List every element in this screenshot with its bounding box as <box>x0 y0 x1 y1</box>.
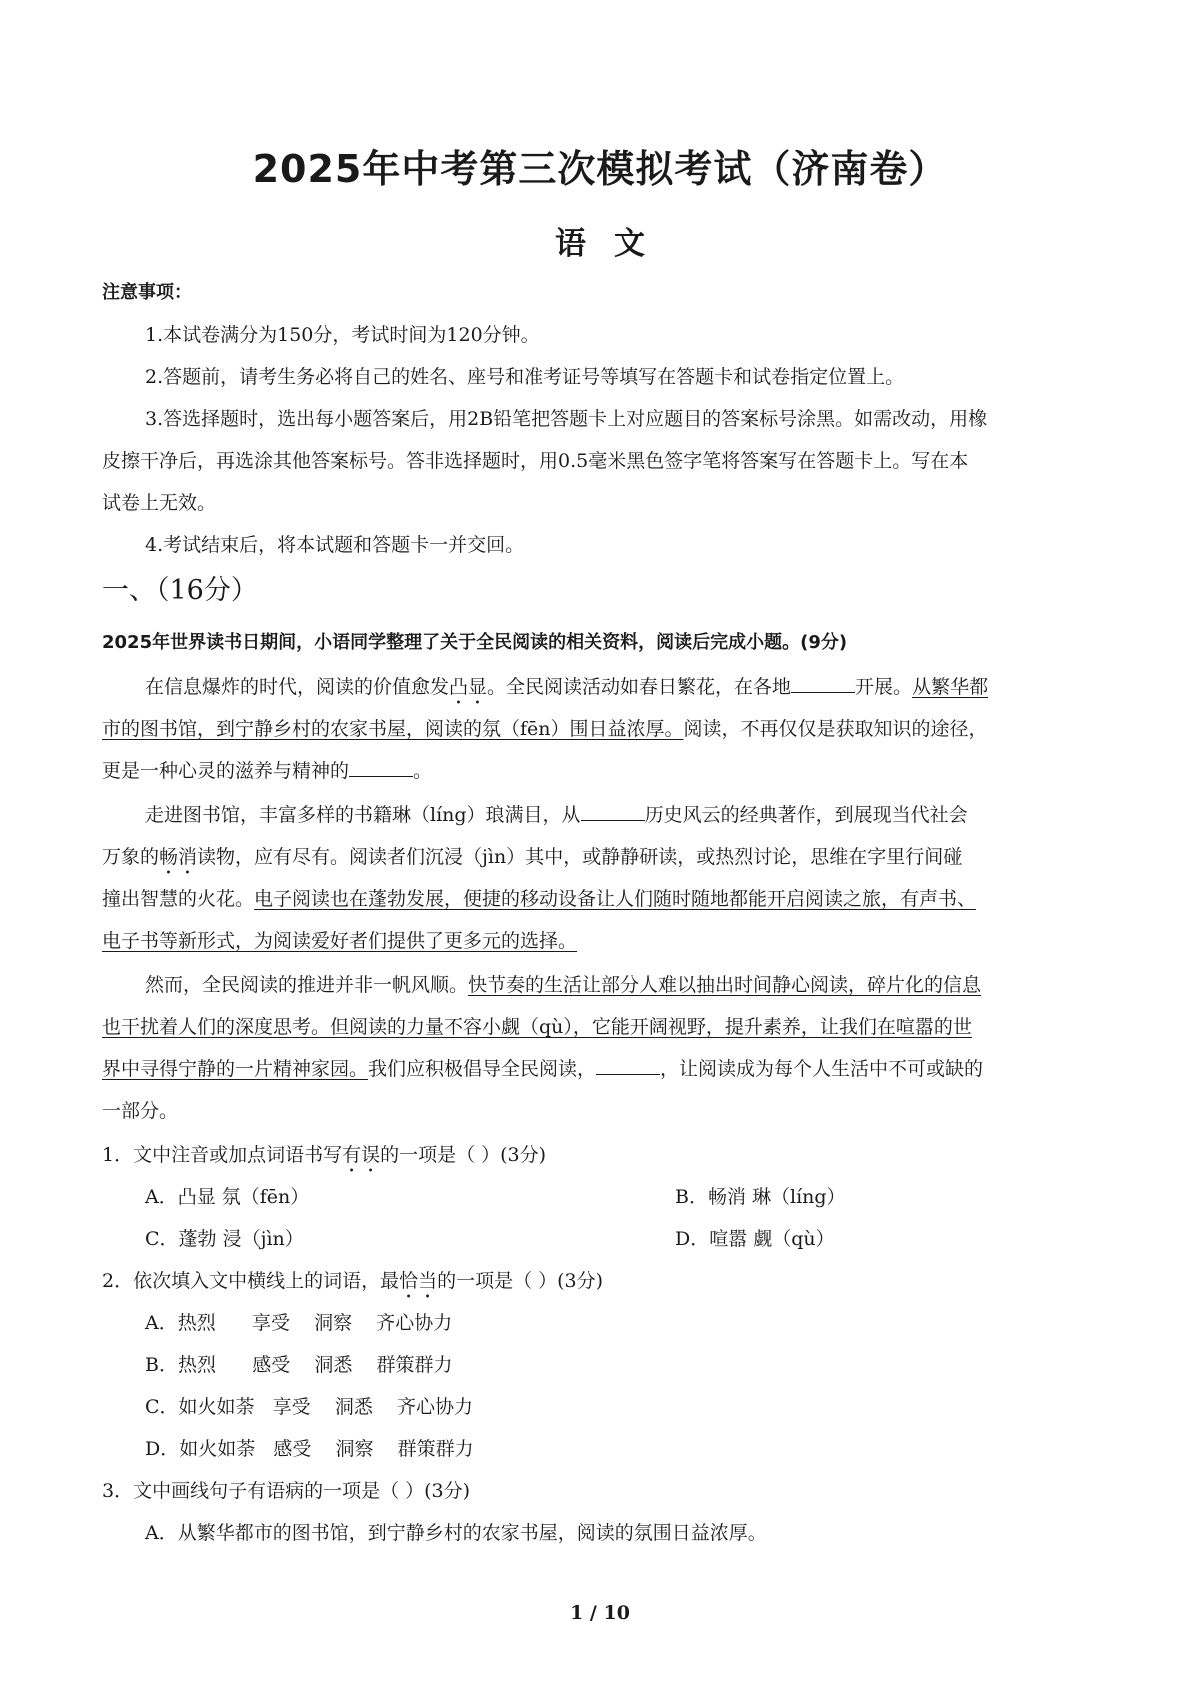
exam-title: 2025年中考第三次模拟考试（济南卷） <box>252 147 948 191</box>
option-a: A．热烈 享受 洞察 齐心协力 <box>145 1312 453 1334</box>
underlined-sentence: 电子阅读也在蓬勃发展，便捷的移动设备让人们随时随地都能开启阅读之旅，有声书、 <box>254 888 977 910</box>
underlined-sentence: 也干扰着人们的深度思考。但阅读的力量不容小觑（qù），它能开阔视野，提升素养，让我们在喧嚣的世 <box>102 1016 972 1038</box>
passage-line <box>102 1056 1112 1082</box>
notice-item-2: 2.答题前，请考生务必将自己的姓名、座号和准考证号等填写在答题卡和试卷指定位置上。 <box>145 366 905 388</box>
question-text: 1．文中注音或加点词语书写 <box>102 1144 343 1166</box>
dotted-word: 凸显 <box>449 676 488 698</box>
notice-item-3-line-1: 3.答选择题时，选出每小题答案后，用2B铅笔把答题卡上对应题目的答案标号涂黑。如需改动，用橡 <box>145 408 988 430</box>
fill-blank-2 <box>349 758 413 777</box>
passage-text: 走进图书馆，丰富多样的书籍琳（líng）琅满目，从 <box>145 804 581 826</box>
option-a: A．从繁华都市的图书馆，到宁静乡村的农家书屋，阅读的氛围日益浓厚。 <box>145 1522 767 1544</box>
notice-heading: 注意事项： <box>102 282 192 303</box>
underlined-sentence: 界中寻得宁静的一片精神家园。 <box>102 1058 369 1080</box>
passage-line <box>102 1098 1112 1124</box>
fill-blank-4 <box>596 1056 660 1075</box>
option-c: C．如火如荼 享受 洞悉 齐心协力 <box>145 1396 473 1418</box>
passage-text: ，让阅读成为每个人生活中不可或缺的 <box>660 1058 984 1080</box>
passage-text: 一部分。 <box>102 1100 179 1122</box>
option-c: C．蓬勃 浸（jìn） <box>145 1228 304 1250</box>
question-3: 3．文中画线句子有语病的一项是（ ）(3分) <box>102 1480 471 1502</box>
passage-text: 。全民阅读活动如春日繁花，在各地 <box>487 676 792 698</box>
passage-text: 历史风云的经典著作，到展现当代社会 <box>644 804 968 826</box>
dotted-word: 畅消 <box>159 846 198 868</box>
section-intro: 2025年世界读书日期间，小语同学整理了关于全民阅读的相关资料，阅读后完成小题。(9分) <box>102 632 848 653</box>
passage-line <box>102 758 1112 784</box>
question-text: 的一项是（ ）(3分) <box>380 1144 547 1166</box>
passage-text: 撞出智慧的火花。 <box>102 888 255 910</box>
subject-title: 语文 <box>555 226 673 262</box>
passage-line <box>102 886 1112 912</box>
passage-line <box>102 716 1112 742</box>
underlined-sentence: 市的图书馆，到宁静乡村的农家书屋，阅读的氛（fēn）围日益浓厚。 <box>102 718 684 740</box>
fill-blank-1 <box>791 674 855 693</box>
option-d: D．如火如荼 感受 洞察 群策群力 <box>145 1438 474 1460</box>
passage-line <box>102 1014 1112 1040</box>
passage-text: 万象的 <box>102 846 160 868</box>
question-text: 的一项是（ ）(3分) <box>437 1270 604 1292</box>
passage-line <box>145 972 1155 998</box>
passage-text: 。 <box>413 760 433 782</box>
section-heading: 一、（16分） <box>102 575 258 606</box>
passage-line <box>145 674 1155 709</box>
passage-text: 然而，全民阅读的推进并非一帆风顺。 <box>145 974 469 996</box>
underlined-sentence: 快节奏的生活让部分人难以抽出时间静心阅读，碎片化的信息 <box>468 974 982 996</box>
passage-text: 我们应积极倡导全民阅读， <box>368 1058 597 1080</box>
passage-text: 在信息爆炸的时代，阅读的价值愈发 <box>145 676 450 698</box>
q1-options-row-2 <box>145 1226 1155 1252</box>
option-b: B．热烈 感受 洞悉 群策群力 <box>145 1354 453 1376</box>
page-number: 1 / 10 <box>570 1602 630 1624</box>
fill-blank-3 <box>581 802 645 821</box>
passage-text: 阅读，不再仅仅是获取知识的途径， <box>683 718 988 740</box>
q1-options-row-1 <box>145 1184 1155 1210</box>
dotted-word: 有误 <box>342 1144 381 1166</box>
notice-item-4: 4.考试结束后，将本试题和答题卡一并交回。 <box>145 534 525 556</box>
question-text: 2．依次填入文中横线上的词语，最 <box>102 1270 400 1292</box>
underlined-sentence: 电子书等新形式，为阅读爱好者们提供了更多元的选择。 <box>102 930 578 952</box>
passage-line <box>145 802 1155 828</box>
notice-item-1: 1.本试卷满分为150分，考试时间为120分钟。 <box>145 324 540 346</box>
question-1 <box>102 1142 1112 1177</box>
question-2 <box>102 1268 1112 1303</box>
passage-line <box>102 844 1112 879</box>
passage-line <box>102 928 1112 954</box>
notice-item-3-line-3: 试卷上无效。 <box>102 492 217 514</box>
underlined-sentence: 从繁华都 <box>912 676 989 698</box>
passage-text: 开展。 <box>855 676 913 698</box>
passage-text: 读物，应有尽有。阅读者们沉浸（jìn）其中，或静静研读，或热烈讨论，思维在字里行间碰 <box>197 846 963 868</box>
notice-item-3-line-2: 皮擦干净后，再选涂其他答案标号。答非选择题时，用0.5毫米黑色签字笔将答案写在答题卡上。写在本 <box>102 450 969 472</box>
option-b: B．畅消 琳（líng） <box>675 1186 846 1208</box>
dotted-word: 恰当 <box>399 1270 438 1292</box>
passage-text: 更是一种心灵的滋养与精神的 <box>102 760 350 782</box>
option-d: D．喧嚣 觑（qù） <box>675 1228 835 1250</box>
option-a: A．凸显 氛（fēn） <box>145 1186 310 1208</box>
